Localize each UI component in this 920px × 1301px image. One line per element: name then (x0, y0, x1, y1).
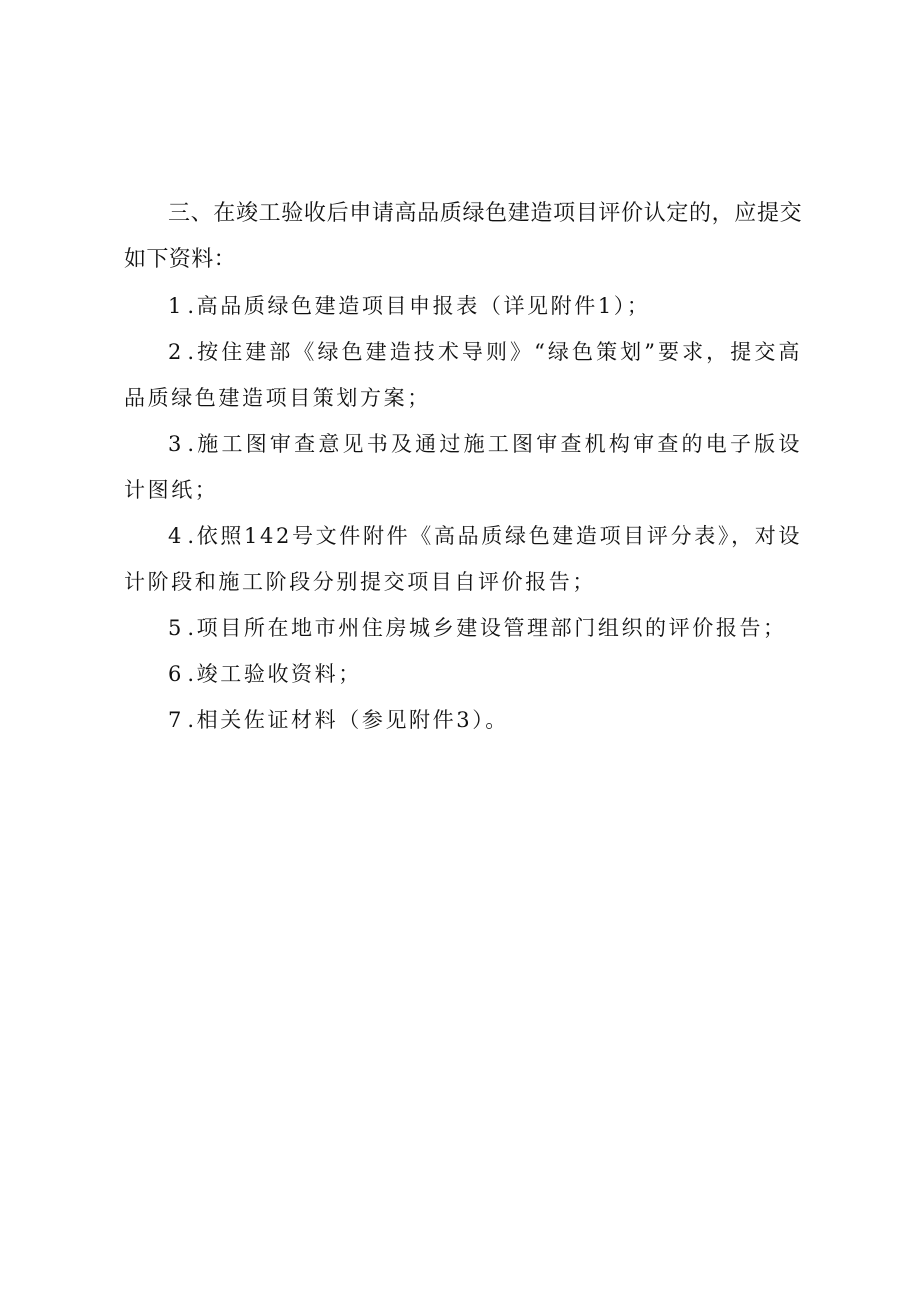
section-heading: 三、在竣工验收后申请高品质绿色建造项目评价认定的，应提交如下资料： (124, 201, 802, 272)
item-text: .按住建部《绿色建造技术导则》“绿色策划”要求，提交高品质绿色建造项目策划方案； (124, 340, 802, 410)
item-number: 6 (168, 662, 182, 686)
item-number: 1 (168, 294, 182, 318)
item-text: .竣工验收资料； (187, 662, 362, 686)
list-item-7 (124, 697, 802, 743)
list-item-2 (124, 329, 802, 421)
item-number: 2 (168, 340, 182, 364)
item-text: .施工图审查意见书及通过施工图审查机构审查的电子版设计图纸； (124, 432, 802, 502)
item-text: .项目所在地市州住房城乡建设管理部门组织的评价报告； (187, 616, 787, 640)
item-text: .相关佐证材料（参见附件3）。 (187, 708, 509, 732)
item-text: .高品质绿色建造项目申报表（详见附件1）； (187, 294, 651, 318)
item-number: 4 (168, 524, 182, 548)
list-item-1 (124, 283, 802, 329)
list-item-5 (124, 605, 802, 651)
item-number: 7 (168, 708, 182, 732)
item-number: 3 (168, 432, 182, 456)
list-item-3 (124, 421, 802, 513)
list-item-6 (124, 651, 802, 697)
document-body (124, 191, 802, 743)
item-text: .依照142号文件附件《高品质绿色建造项目评分表》，对设计阶段和施工阶段分别提交项目自评价报告； (124, 524, 802, 594)
item-number: 5 (168, 616, 182, 640)
list-item-4 (124, 513, 802, 605)
